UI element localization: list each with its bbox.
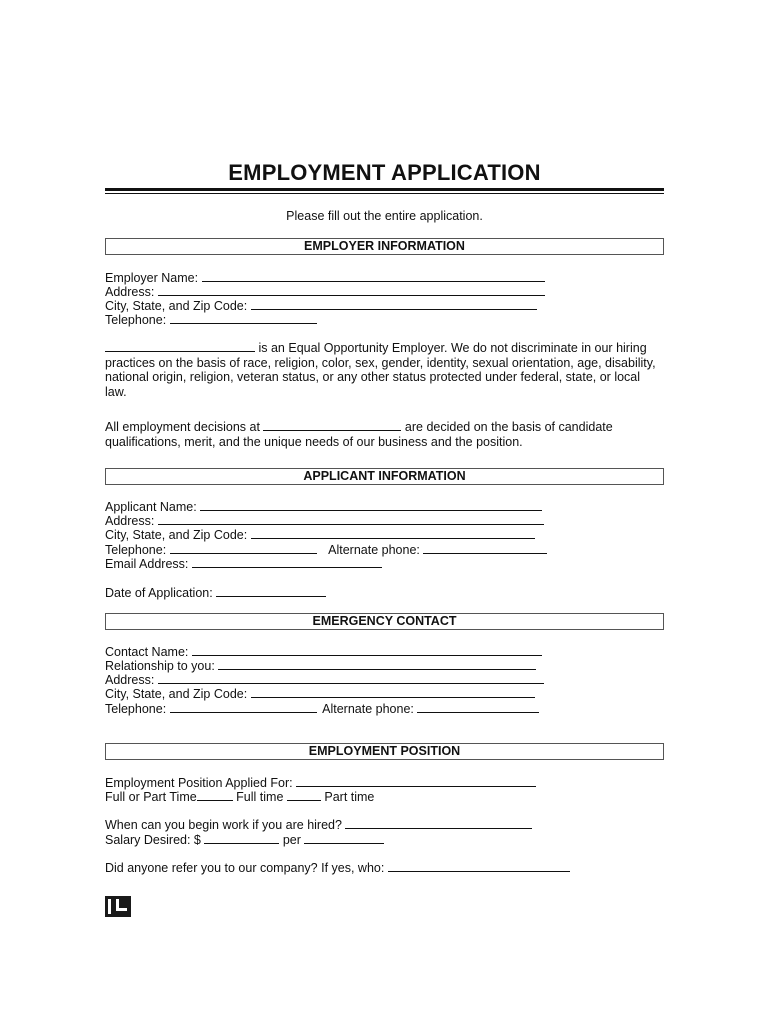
section-header-applicant-information: APPLICANT INFORMATION xyxy=(105,468,664,485)
relationship-field[interactable] xyxy=(218,658,536,670)
contact-telephone-field[interactable] xyxy=(170,701,317,713)
referral-field[interactable] xyxy=(388,860,570,872)
employer-name-field[interactable] xyxy=(202,270,545,282)
employer-telephone-field[interactable] xyxy=(170,312,317,324)
start-date-field[interactable] xyxy=(345,817,532,829)
employment-decisions-paragraph xyxy=(105,419,665,449)
eeo-statement-paragraph xyxy=(105,340,665,399)
contact-address-field[interactable] xyxy=(158,672,544,684)
decisions-company-field[interactable] xyxy=(263,419,401,431)
applicant-city-state-zip-field[interactable] xyxy=(251,527,535,539)
contact-address-label: Address: xyxy=(105,673,155,687)
applicant-email-row xyxy=(105,556,382,572)
full-or-part-time-row xyxy=(105,789,374,805)
contact-city-state-zip-field[interactable] xyxy=(251,686,535,698)
section-header-employment-position: EMPLOYMENT POSITION xyxy=(105,743,664,760)
contact-alternate-phone-field[interactable] xyxy=(417,701,539,713)
relationship-label: Relationship to you: xyxy=(105,659,215,673)
contact-name-label: Contact Name: xyxy=(105,645,189,659)
employer-address-label: Address: xyxy=(105,285,155,299)
eeo-company-name-field[interactable] xyxy=(105,340,255,352)
employer-name-label: Employer Name: xyxy=(105,271,199,285)
decisions-suffix-text: are decided on the basis of candidate xyxy=(404,420,613,434)
legal-templates-logo-icon xyxy=(105,896,131,917)
decisions-prefix-text: All employment decisions at xyxy=(105,420,260,434)
document-title: EMPLOYMENT APPLICATION xyxy=(228,160,541,185)
date-of-application-field[interactable] xyxy=(216,585,326,597)
title-rule-thin xyxy=(105,193,664,194)
start-date-row xyxy=(105,817,532,833)
document-subtitle: Please fill out the entire application. xyxy=(286,209,483,223)
applicant-email-label: Email Address: xyxy=(105,557,189,571)
position-applied-field[interactable] xyxy=(296,775,536,787)
section-header-emergency-contact: EMERGENCY CONTACT xyxy=(105,613,664,630)
applicant-city-state-zip-row xyxy=(105,527,535,543)
salary-per-label: per xyxy=(282,833,301,847)
date-of-application-row xyxy=(105,585,326,601)
referral-label: Did anyone refer you to our company? If yes, who: xyxy=(105,861,385,875)
salary-period-field[interactable] xyxy=(304,832,384,844)
salary-desired-label: Salary Desired: $ xyxy=(105,833,201,847)
decisions-cont-text: qualifications, merit, and the unique needs of our business and the position. xyxy=(105,434,523,449)
applicant-name-field[interactable] xyxy=(200,499,542,511)
referral-row xyxy=(105,860,570,876)
applicant-address-label: Address: xyxy=(105,514,155,528)
full-or-part-time-label: Full or Part Time xyxy=(105,790,197,804)
applicant-address-field[interactable] xyxy=(158,513,544,525)
contact-city-state-zip-row xyxy=(105,686,535,702)
salary-amount-field[interactable] xyxy=(204,832,279,844)
title-rule-thick xyxy=(105,188,664,191)
applicant-alternate-phone-field[interactable] xyxy=(423,542,547,554)
position-applied-label: Employment Position Applied For: xyxy=(105,776,293,790)
applicant-email-field[interactable] xyxy=(192,556,382,568)
employer-city-state-zip-label: City, State, and Zip Code: xyxy=(105,299,248,313)
applicant-telephone-label: Telephone: xyxy=(105,543,167,557)
contact-alternate-phone-label: Alternate phone: xyxy=(322,702,414,716)
applicant-telephone-field[interactable] xyxy=(170,542,317,554)
applicant-city-state-zip-label: City, State, and Zip Code: xyxy=(105,528,248,542)
full-time-field[interactable] xyxy=(287,789,321,801)
part-time-label: Part time xyxy=(324,790,375,804)
section-header-employer-information: EMPLOYER INFORMATION xyxy=(105,238,664,255)
contact-city-state-zip-label: City, State, and Zip Code: xyxy=(105,687,248,701)
full-time-label: Full time xyxy=(236,790,284,804)
contact-telephone-label: Telephone: xyxy=(105,702,167,716)
employer-address-field[interactable] xyxy=(158,284,545,296)
employer-city-state-zip-field[interactable] xyxy=(251,298,537,310)
employer-telephone-label: Telephone: xyxy=(105,313,167,327)
eeo-statement-text-cont: practices on the basis of race, religion, color, sex, gender, identity, sexual orientation, age, disability, national origin, religion, veteran status, or any other status protected under federal, state, or local law. xyxy=(105,355,656,399)
salary-desired-row xyxy=(105,832,384,848)
start-date-label: When can you begin work if you are hired? xyxy=(105,818,342,832)
date-of-application-label: Date of Application: xyxy=(105,586,213,600)
applicant-alternate-phone-label: Alternate phone: xyxy=(328,543,420,557)
full-or-part-time-field[interactable] xyxy=(197,789,233,801)
eeo-statement-text: is an Equal Opportunity Employer. We do not discriminate in our hiring xyxy=(258,341,647,355)
contact-name-field[interactable] xyxy=(192,644,542,656)
employer-telephone-row xyxy=(105,312,317,328)
contact-telephone-row xyxy=(105,701,539,717)
applicant-name-label: Applicant Name: xyxy=(105,500,197,514)
